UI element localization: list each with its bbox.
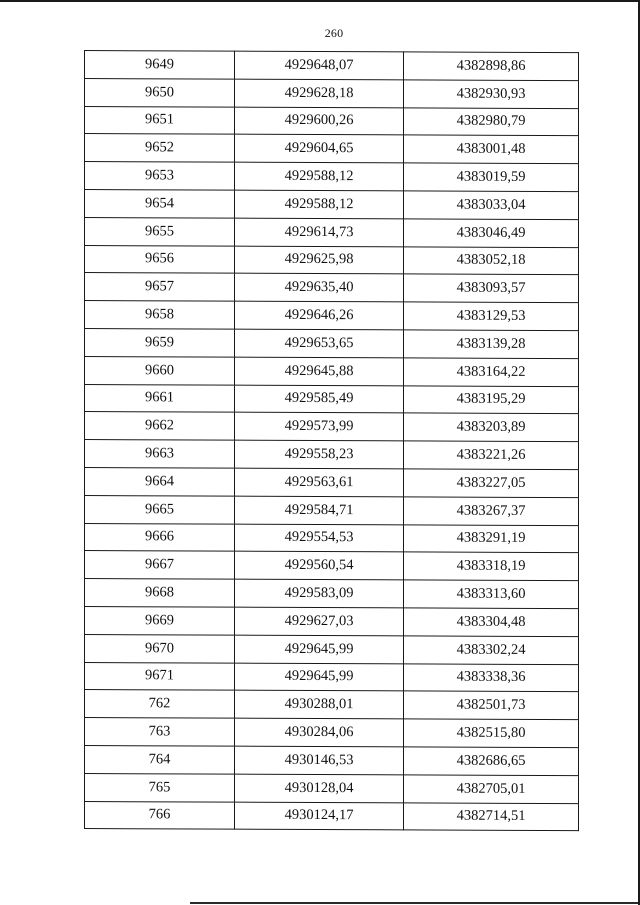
point-number-cell: 9663 bbox=[85, 440, 235, 468]
x-coordinate-cell: 4929588,12 bbox=[235, 190, 404, 219]
y-coordinate-cell: 4383313,60 bbox=[404, 580, 579, 609]
x-coordinate-cell: 4929554,53 bbox=[235, 524, 404, 553]
table-row bbox=[85, 245, 579, 275]
table-row bbox=[85, 328, 579, 358]
table-row bbox=[85, 801, 579, 831]
point-number-cell: 9658 bbox=[85, 301, 235, 329]
y-coordinate-cell: 4383129,53 bbox=[404, 302, 579, 331]
y-coordinate-cell: 4383227,05 bbox=[404, 469, 579, 498]
point-number-cell: 766 bbox=[85, 801, 235, 829]
table-row bbox=[85, 773, 579, 803]
x-coordinate-cell: 4929635,40 bbox=[235, 274, 404, 303]
y-coordinate-cell: 4382980,79 bbox=[404, 107, 579, 136]
point-number-cell: 9656 bbox=[85, 245, 235, 273]
point-number-cell: 764 bbox=[85, 745, 235, 773]
table-row bbox=[85, 634, 579, 664]
y-coordinate-cell: 4383338,36 bbox=[404, 663, 579, 692]
table-row bbox=[85, 662, 579, 692]
table-row bbox=[85, 551, 579, 581]
x-coordinate-cell: 4929645,99 bbox=[235, 663, 404, 692]
point-number-cell: 9665 bbox=[85, 495, 235, 523]
point-number-cell: 762 bbox=[85, 690, 235, 718]
x-coordinate-cell: 4929560,54 bbox=[235, 552, 404, 581]
table-row bbox=[85, 273, 579, 303]
table-row bbox=[85, 523, 579, 553]
x-coordinate-cell: 4929627,03 bbox=[235, 607, 404, 636]
table-row bbox=[85, 356, 579, 386]
x-coordinate-cell: 4929614,73 bbox=[235, 218, 404, 247]
table-row bbox=[85, 467, 579, 497]
table-row bbox=[85, 495, 579, 525]
page-bottom-edge bbox=[190, 902, 638, 904]
x-coordinate-cell: 4929583,09 bbox=[235, 579, 404, 608]
table-row bbox=[85, 134, 579, 164]
point-number-cell: 9651 bbox=[85, 106, 235, 134]
table-row bbox=[85, 217, 579, 247]
y-coordinate-cell: 4382930,93 bbox=[404, 80, 579, 109]
point-number-cell: 9657 bbox=[85, 273, 235, 301]
x-coordinate-cell: 4929588,12 bbox=[235, 162, 404, 191]
point-number-cell: 9654 bbox=[85, 189, 235, 217]
table-row bbox=[85, 51, 579, 81]
y-coordinate-cell: 4382898,86 bbox=[404, 52, 579, 81]
table-row bbox=[85, 690, 579, 720]
y-coordinate-cell: 4383139,28 bbox=[404, 330, 579, 359]
x-coordinate-cell: 4929653,65 bbox=[235, 329, 404, 358]
point-number-cell: 9655 bbox=[85, 217, 235, 245]
table-row bbox=[85, 440, 579, 470]
y-coordinate-cell: 4383052,18 bbox=[404, 246, 579, 275]
page-top-border bbox=[0, 0, 640, 2]
coordinates-table bbox=[84, 50, 579, 831]
point-number-cell: 9667 bbox=[85, 551, 235, 579]
y-coordinate-cell: 4383164,22 bbox=[404, 358, 579, 387]
y-coordinate-cell: 4382501,73 bbox=[404, 691, 579, 720]
coordinates-table-body bbox=[85, 51, 579, 831]
point-number-cell: 9668 bbox=[85, 579, 235, 607]
point-number-cell: 9670 bbox=[85, 634, 235, 662]
x-coordinate-cell: 4929645,99 bbox=[235, 635, 404, 664]
point-number-cell: 9661 bbox=[85, 384, 235, 412]
point-number-cell: 9649 bbox=[85, 51, 235, 79]
x-coordinate-cell: 4929604,65 bbox=[235, 135, 404, 164]
x-coordinate-cell: 4929585,49 bbox=[235, 385, 404, 414]
point-number-cell: 9664 bbox=[85, 467, 235, 495]
table-row bbox=[85, 301, 579, 331]
y-coordinate-cell: 4382714,51 bbox=[404, 802, 579, 831]
x-coordinate-cell: 4930128,04 bbox=[235, 774, 404, 803]
x-coordinate-cell: 4930146,53 bbox=[235, 746, 404, 775]
y-coordinate-cell: 4383302,24 bbox=[404, 636, 579, 665]
coordinates-table-container bbox=[84, 50, 578, 831]
x-coordinate-cell: 4929558,23 bbox=[235, 440, 404, 469]
x-coordinate-cell: 4929645,88 bbox=[235, 357, 404, 386]
y-coordinate-cell: 4382515,80 bbox=[404, 719, 579, 748]
x-coordinate-cell: 4929573,99 bbox=[235, 413, 404, 442]
y-coordinate-cell: 4383195,29 bbox=[404, 385, 579, 414]
y-coordinate-cell: 4383267,37 bbox=[404, 497, 579, 526]
y-coordinate-cell: 4383093,57 bbox=[404, 274, 579, 303]
y-coordinate-cell: 4383318,19 bbox=[404, 552, 579, 581]
point-number-cell: 9671 bbox=[85, 662, 235, 690]
y-coordinate-cell: 4383019,59 bbox=[404, 163, 579, 192]
x-coordinate-cell: 4929646,26 bbox=[235, 301, 404, 330]
y-coordinate-cell: 4383001,48 bbox=[404, 135, 579, 164]
x-coordinate-cell: 4929625,98 bbox=[235, 246, 404, 275]
y-coordinate-cell: 4383033,04 bbox=[404, 191, 579, 220]
y-coordinate-cell: 4383203,89 bbox=[404, 413, 579, 442]
point-number-cell: 9660 bbox=[85, 356, 235, 384]
x-coordinate-cell: 4929584,71 bbox=[235, 496, 404, 525]
table-row bbox=[85, 718, 579, 748]
point-number-cell: 9666 bbox=[85, 523, 235, 551]
table-row bbox=[85, 384, 579, 414]
y-coordinate-cell: 4382705,01 bbox=[404, 775, 579, 804]
table-row bbox=[85, 412, 579, 442]
point-number-cell: 9659 bbox=[85, 328, 235, 356]
table-row bbox=[85, 189, 579, 219]
x-coordinate-cell: 4930284,06 bbox=[235, 718, 404, 747]
point-number-cell: 9652 bbox=[85, 134, 235, 162]
y-coordinate-cell: 4382686,65 bbox=[404, 747, 579, 776]
x-coordinate-cell: 4929563,61 bbox=[235, 468, 404, 497]
x-coordinate-cell: 4929600,26 bbox=[235, 107, 404, 136]
point-number-cell: 9662 bbox=[85, 412, 235, 440]
y-coordinate-cell: 4383046,49 bbox=[404, 219, 579, 248]
table-row bbox=[85, 579, 579, 609]
table-row bbox=[85, 78, 579, 108]
x-coordinate-cell: 4929648,07 bbox=[235, 51, 404, 80]
page-number: 260 bbox=[324, 26, 344, 40]
point-number-cell: 9650 bbox=[85, 78, 235, 106]
x-coordinate-cell: 4929628,18 bbox=[235, 79, 404, 108]
x-coordinate-cell: 4930124,17 bbox=[235, 802, 404, 831]
y-coordinate-cell: 4383291,19 bbox=[404, 524, 579, 553]
y-coordinate-cell: 4383221,26 bbox=[404, 441, 579, 470]
point-number-cell: 763 bbox=[85, 718, 235, 746]
point-number-cell: 9669 bbox=[85, 606, 235, 634]
table-row bbox=[85, 606, 579, 636]
table-row bbox=[85, 162, 579, 192]
point-number-cell: 9653 bbox=[85, 162, 235, 190]
table-row bbox=[85, 745, 579, 775]
y-coordinate-cell: 4383304,48 bbox=[404, 608, 579, 637]
point-number-cell: 765 bbox=[85, 773, 235, 801]
table-row bbox=[85, 106, 579, 136]
x-coordinate-cell: 4930288,01 bbox=[235, 690, 404, 719]
